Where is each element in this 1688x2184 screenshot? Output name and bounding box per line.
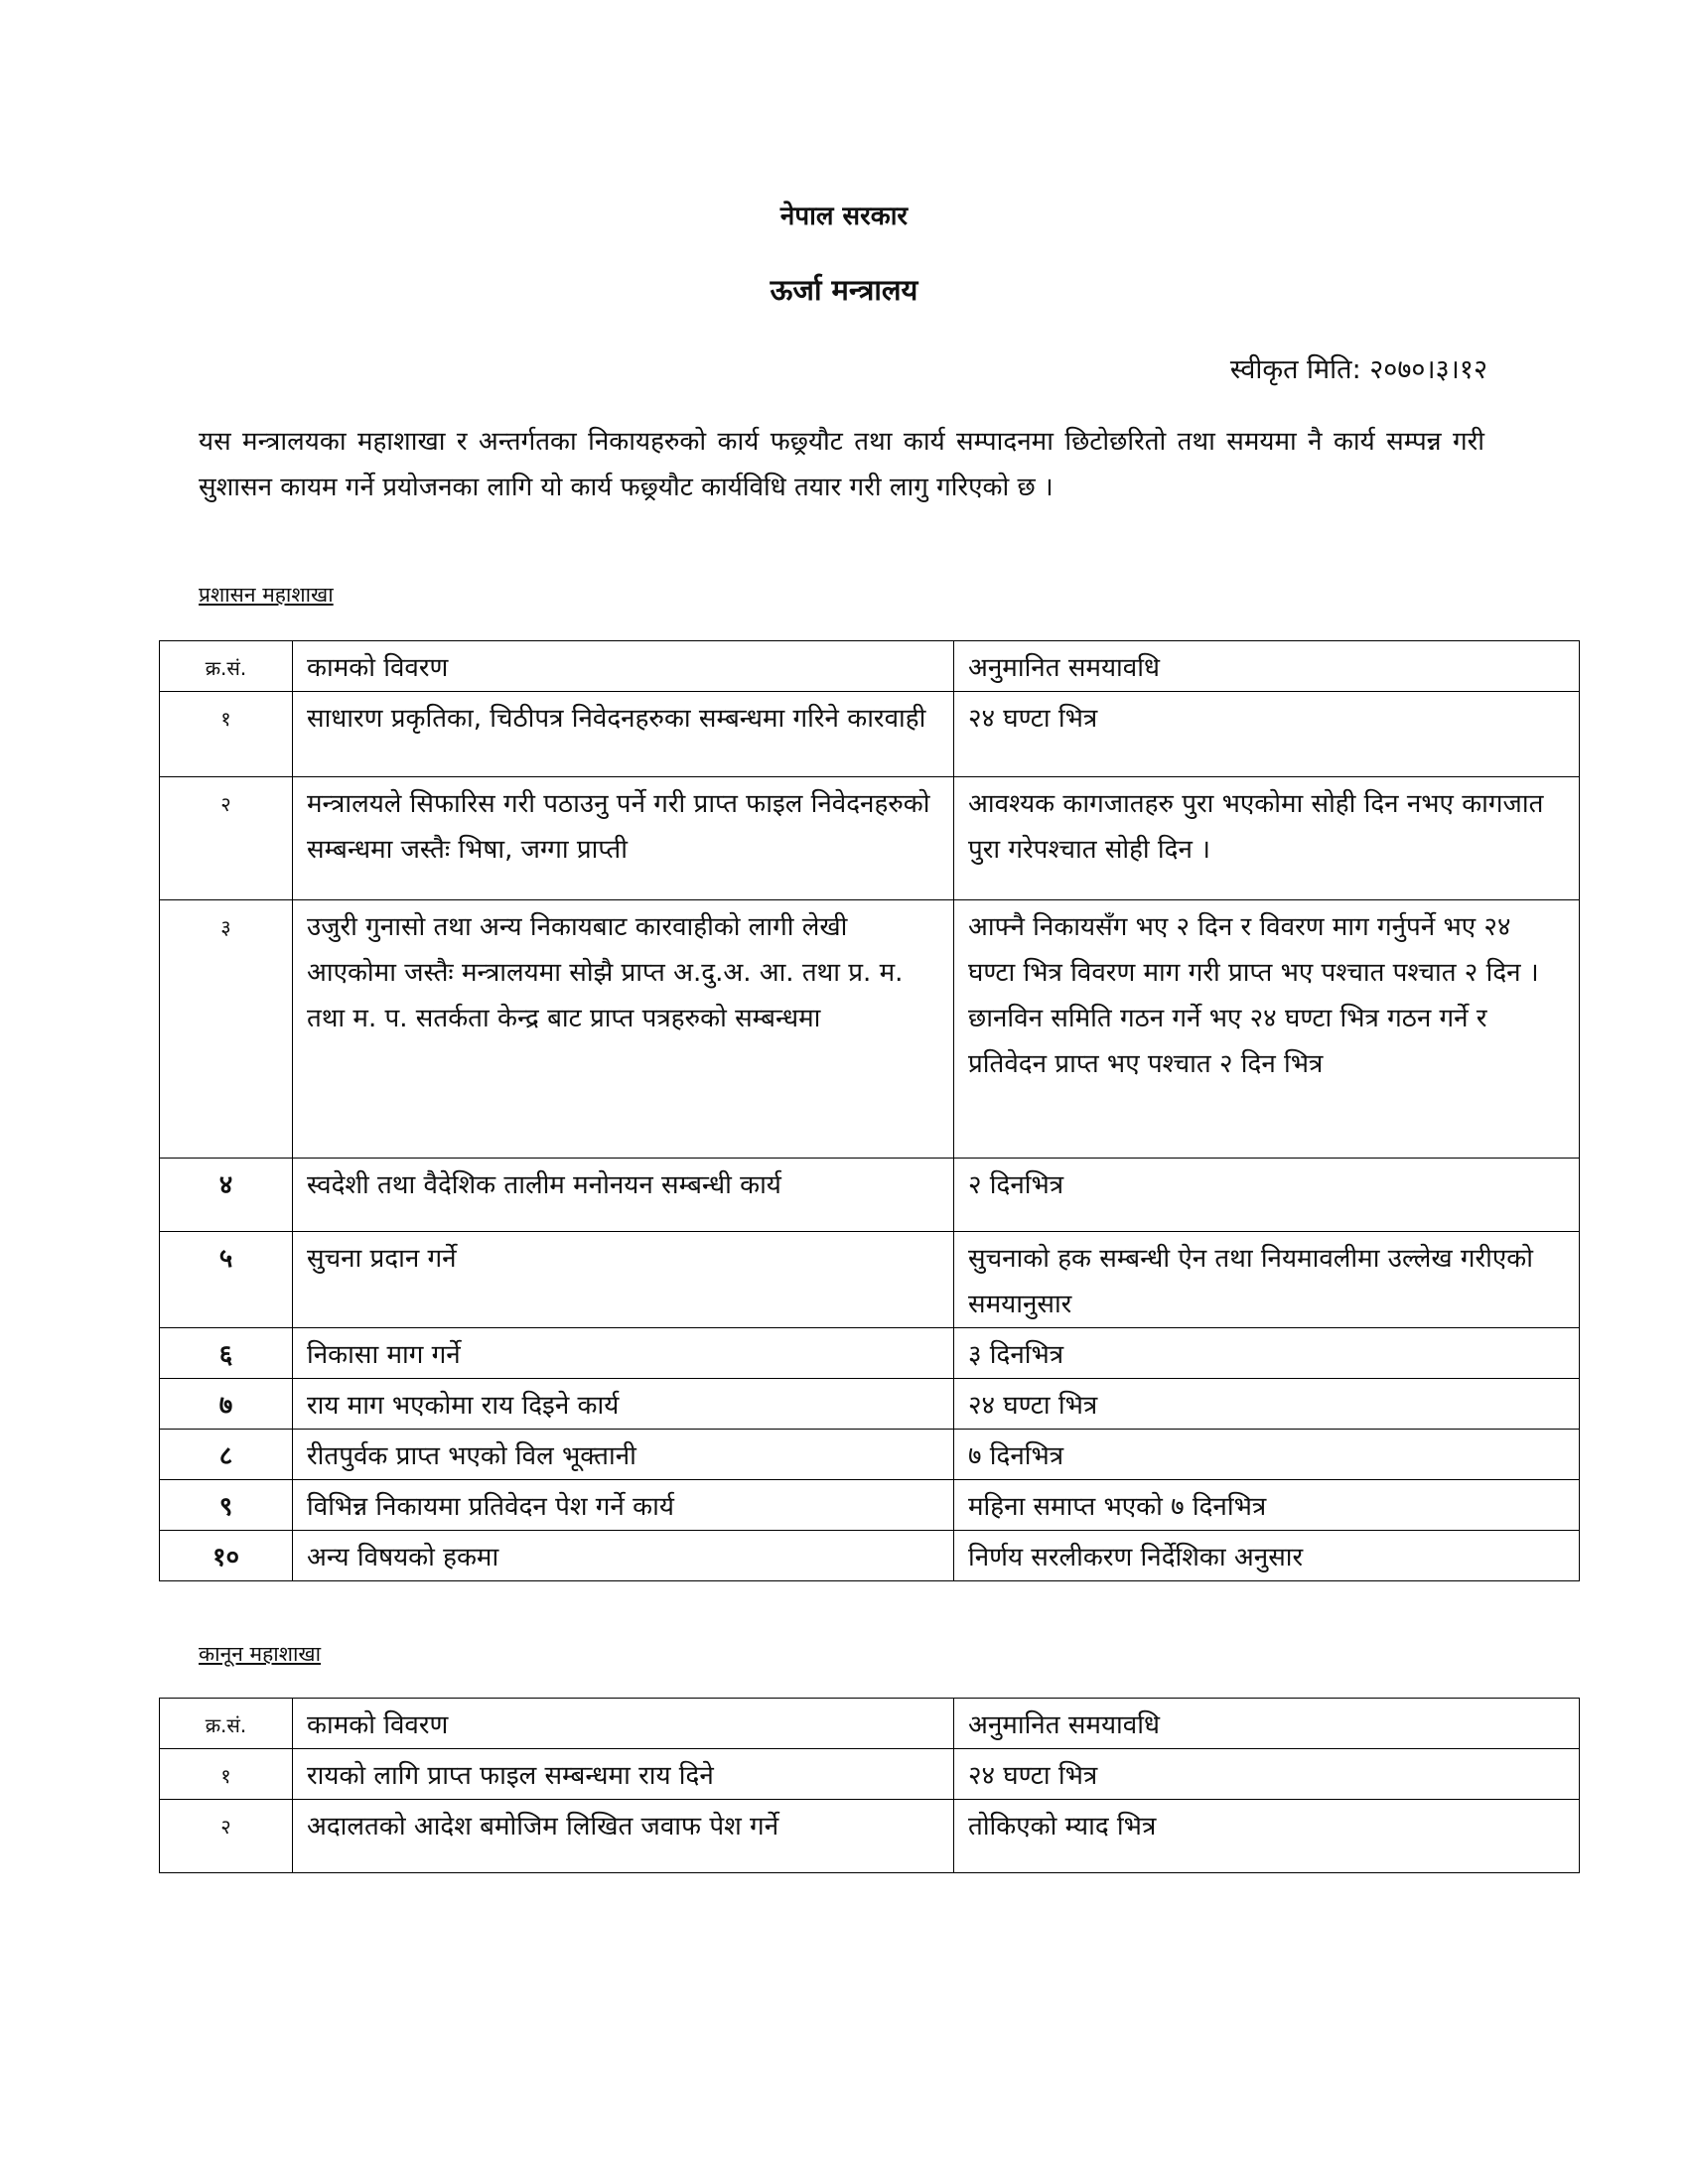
row-time: २४ घण्टा भित्र: [954, 1749, 1580, 1800]
row-time: निर्णय सरलीकरण निर्देशिका अनुसार: [954, 1531, 1580, 1581]
col-description-header: कामको विवरण: [293, 1699, 954, 1749]
table-row: [160, 1531, 1580, 1581]
table-row: [160, 1159, 1580, 1232]
table-header-row: [160, 1699, 1580, 1749]
row-description: निकासा माग गर्ने: [293, 1328, 954, 1379]
row-description: साधारण प्रकृतिका, चिठीपत्र निवेदनहरुका सम्बन्धमा गरिने कारवाही: [293, 692, 954, 777]
row-time: तोकिएको म्याद भित्र: [954, 1800, 1580, 1873]
law-section-title: कानून महाशाखा: [199, 1642, 322, 1666]
row-number: १०: [160, 1531, 293, 1581]
row-number: २: [160, 1800, 293, 1873]
admin-table: [159, 640, 1580, 1581]
row-description: राय माग भएकोमा राय दिइने कार्य: [293, 1379, 954, 1430]
row-number: ८: [160, 1430, 293, 1480]
row-number: ७: [160, 1379, 293, 1430]
row-description: अन्य विषयको हकमा: [293, 1531, 954, 1581]
table-row: [160, 1480, 1580, 1531]
table-row: [160, 900, 1580, 1159]
row-number: १: [160, 692, 293, 777]
table-row: [160, 1379, 1580, 1430]
table-row: [160, 777, 1580, 900]
table-row: [160, 1328, 1580, 1379]
table-row: [160, 1800, 1580, 1873]
col-time-header: अनुमानित समयावधि: [954, 641, 1580, 692]
row-time: ७ दिनभित्र: [954, 1430, 1580, 1480]
law-table: [159, 1698, 1580, 1873]
row-time: ३ दिनभित्र: [954, 1328, 1580, 1379]
government-heading: नेपाल सरकार: [779, 202, 909, 231]
row-description: स्वदेशी तथा वैदेशिक तालीम मनोनयन सम्बन्धी कार्य: [293, 1159, 954, 1232]
row-description: रायको लागि प्राप्त फाइल सम्बन्धमा राय दिने: [293, 1749, 954, 1800]
table-row: [160, 1749, 1580, 1800]
row-time: २४ घण्टा भित्र: [954, 692, 1580, 777]
col-serial-header: क्र.सं.: [160, 641, 293, 692]
row-time: सुचनाको हक सम्बन्धी ऐन तथा नियमावलीमा उल्लेख गरीएको समयानुसार: [954, 1232, 1580, 1328]
row-time: महिना समाप्त भएको ७ दिनभित्र: [954, 1480, 1580, 1531]
row-number: ६: [160, 1328, 293, 1379]
col-serial-header: क्र.सं.: [160, 1699, 293, 1749]
row-description: विभिन्न निकायमा प्रतिवेदन पेश गर्ने कार्य: [293, 1480, 954, 1531]
col-time-header: अनुमानित समयावधि: [954, 1699, 1580, 1749]
table-row: [160, 692, 1580, 777]
intro-paragraph: यस मन्त्रालयका महाशाखा र अन्तर्गतका निकायहरुको कार्य फछ्र्यौट तथा कार्य सम्पादनमा छिटोछरितो तथा समयमा नै कार्य सम्पन्न गरी सुशासन कायम गर्ने प्रयोजनका लागि यो कार्य फछ्र्यौट कार्यविधि तयार गरी लागु गरिएको छ ।: [199, 427, 1484, 502]
row-description: उजुरी गुनासो तथा अन्य निकायबाट कारवाहीको लागी लेखी आएकोमा जस्तैः मन्त्रालयमा सोझै प्राप्त अ.दु.अ. आ. तथा प्र. म. तथा म. प. सतर्कता केन्द्र बाट प्राप्त पत्रहरुको सम्बन्धमा: [293, 900, 954, 1159]
row-time: आफ्नै निकायसँग भए २ दिन र विवरण माग गर्नुपर्ने भए २४ घण्टा भित्र विवरण माग गरी प्राप्त भए पश्चात पश्चात २ दिन ।: [968, 912, 1539, 988]
row-number: ९: [160, 1480, 293, 1531]
row-time: आवश्यक कागजातहरु पुरा भएकोमा सोही दिन नभए कागजात पुरा गरेपश्चात सोही दिन ।: [954, 777, 1580, 900]
row-number: ३: [160, 900, 293, 1159]
row-time-cell: [954, 900, 1580, 1159]
row-number: १: [160, 1749, 293, 1800]
table-header-row: [160, 641, 1580, 692]
approved-date: स्वीकृत मिति: २०७०।३।१२: [1229, 354, 1487, 385]
col-description-header: कामको विवरण: [293, 641, 954, 692]
row-number: २: [160, 777, 293, 900]
ministry-heading: ऊर्जा मन्त्रालय: [770, 273, 918, 307]
row-number: ५: [160, 1232, 293, 1328]
row-description: रीतपुर्वक प्राप्त भएको विल भूक्तानी: [293, 1430, 954, 1480]
table-row: [160, 1232, 1580, 1328]
row-description: सुचना प्रदान गर्ने: [293, 1232, 954, 1328]
row-number: ४: [160, 1159, 293, 1232]
row-time: २ दिनभित्र: [954, 1159, 1580, 1232]
row-description: अदालतको आदेश बमोजिम लिखित जवाफ पेश गर्ने: [293, 1800, 954, 1873]
row-time: २४ घण्टा भित्र: [954, 1379, 1580, 1430]
row-description: मन्त्रालयले सिफारिस गरी पठाउनु पर्ने गरी प्राप्त फाइल निवेदनहरुको सम्बन्धमा जस्तैः भिषा, जग्गा प्राप्ती: [293, 777, 954, 900]
row-time-extra: छानविन समिति गठन गर्ने भए २४ घण्टा भित्र गठन गर्ने र प्रतिवेदन प्राप्त भए पश्चात २ दिन भित्र: [968, 1004, 1487, 1079]
table-row: [160, 1430, 1580, 1480]
admin-section-title: प्रशासन महाशाखा: [199, 583, 334, 607]
